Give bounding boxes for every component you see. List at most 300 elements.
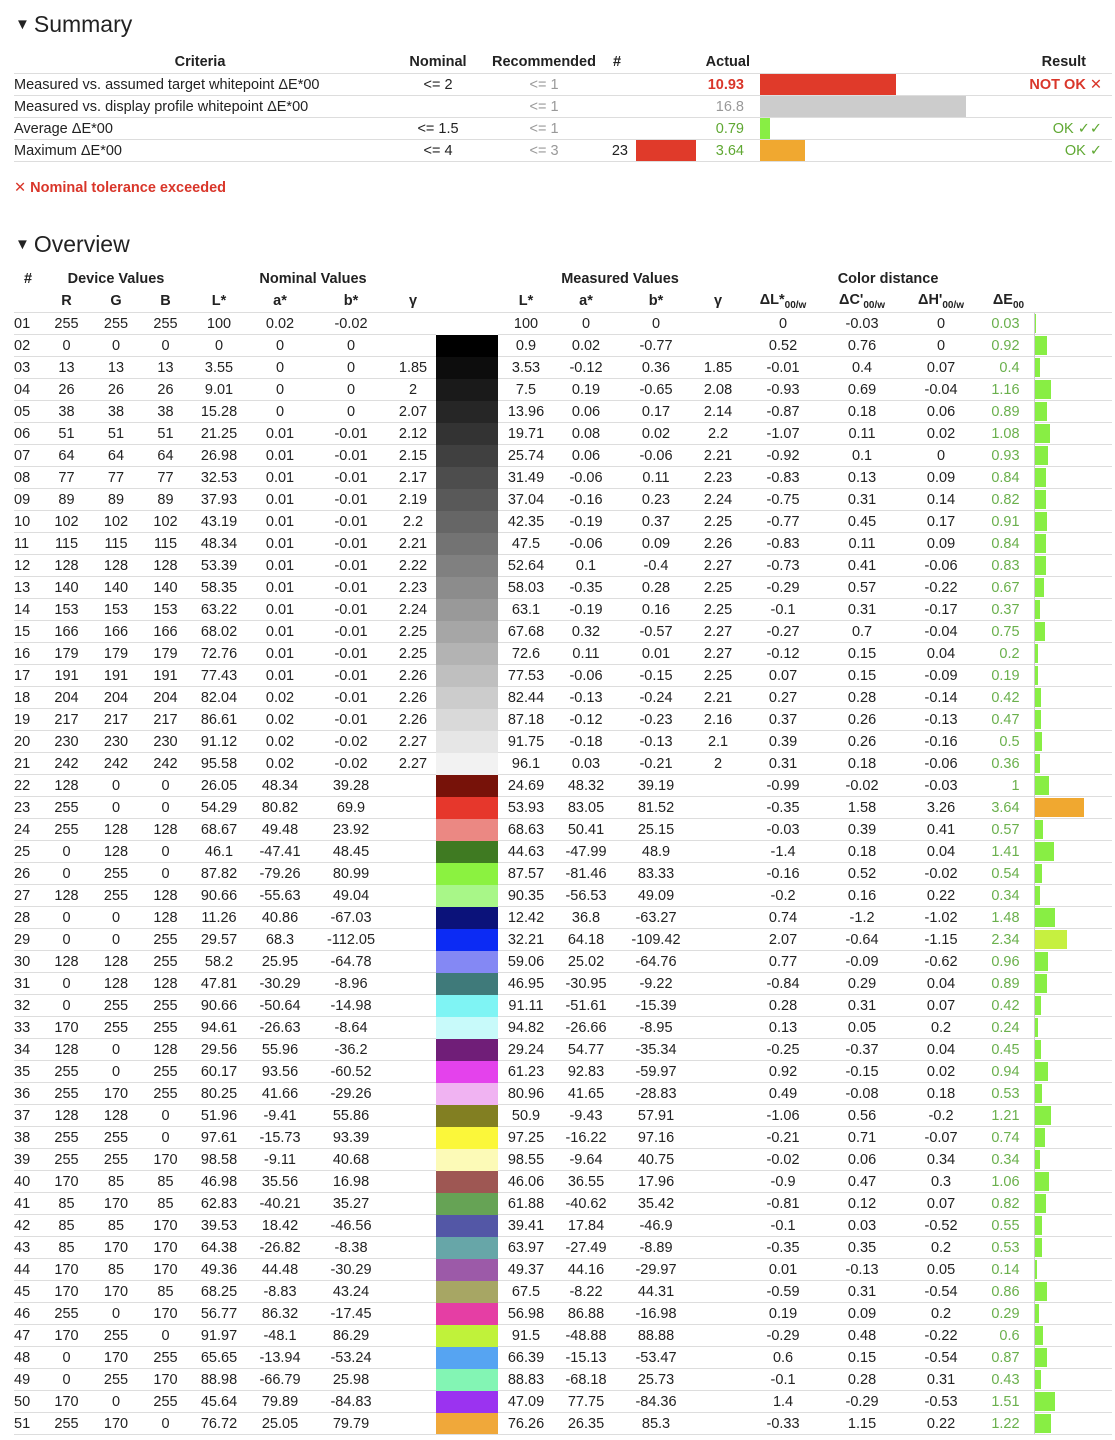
delta-e-bar (1035, 1062, 1048, 1081)
delta-e-bar (1035, 1216, 1042, 1235)
column-header-6: γ (408, 293, 418, 309)
nominal-a: 0 (248, 357, 312, 379)
delta-h: -0.62 (900, 951, 982, 973)
nominal-a: 0.01 (248, 511, 312, 533)
measured-a: -0.06 (554, 467, 618, 489)
delta-c: 0.05 (824, 1017, 900, 1039)
row-number: 44 (14, 1259, 42, 1281)
color-swatch (436, 995, 498, 1017)
measured-gamma: 2.27 (694, 555, 742, 577)
color-swatch (436, 687, 498, 709)
device-b: 128 (141, 907, 190, 929)
delta-l: -0.2 (742, 885, 824, 907)
color-swatch (436, 1369, 498, 1391)
table-row (14, 841, 1112, 863)
nominal-gamma (390, 313, 436, 335)
row-number: 36 (14, 1083, 42, 1105)
measured-a: -0.18 (554, 731, 618, 753)
measured-a: -48.88 (554, 1325, 618, 1347)
device-g: 0 (91, 1061, 141, 1083)
device-r: 0 (42, 973, 91, 995)
delta-e-bar-cell (1034, 1237, 1112, 1259)
delta-l: 0.92 (742, 1061, 824, 1083)
nominal-a: 68.3 (248, 929, 312, 951)
delta-e: 0.84 (982, 467, 1034, 489)
delta-e: 0.83 (982, 555, 1034, 577)
color-swatch (436, 973, 498, 995)
measured-b: 44.31 (618, 1281, 694, 1303)
nominal-b: -29.26 (312, 1083, 390, 1105)
device-r: 170 (42, 1325, 91, 1347)
table-row (14, 665, 1112, 687)
criteria-header: Criteria (174, 54, 226, 70)
measured-l: 3.53 (498, 357, 554, 379)
delta-l: 0.19 (742, 1303, 824, 1325)
nominal-a: 0.01 (248, 621, 312, 643)
measured-a: 0 (554, 313, 618, 335)
nominal-b: 79.79 (312, 1413, 390, 1435)
table-row (14, 1149, 1112, 1171)
delta-c: 0.06 (824, 1149, 900, 1171)
measured-b: 85.3 (618, 1413, 694, 1435)
nominal-gamma: 2.12 (390, 423, 436, 445)
summary-row (14, 118, 1112, 140)
delta-e-bar (1035, 512, 1047, 531)
row-number: 05 (14, 401, 42, 423)
delta-e-bar-cell (1034, 1193, 1112, 1215)
measured-gamma (694, 313, 742, 335)
delta-e: 0.86 (982, 1281, 1034, 1303)
delta-c: 0.12 (824, 1193, 900, 1215)
nominal-a: 79.89 (248, 1391, 312, 1413)
summary-result (970, 96, 1112, 118)
row-number: 02 (14, 335, 42, 357)
nominal-a: -9.41 (248, 1105, 312, 1127)
distance-column-sub: 00/w (863, 299, 886, 311)
nominal-a: 0.02 (248, 731, 312, 753)
color-swatch (436, 1215, 498, 1237)
measured-l: 50.9 (498, 1105, 554, 1127)
summary-actual-bar (760, 140, 805, 161)
measured-gamma (694, 1391, 742, 1413)
delta-h: 0.07 (900, 995, 982, 1017)
delta-l: -0.12 (742, 643, 824, 665)
device-r: 191 (42, 665, 91, 687)
delta-e: 0.6 (982, 1325, 1034, 1347)
summary-actual: 16.8 (636, 96, 760, 118)
row-number: 21 (14, 753, 42, 775)
nominal-b: -36.2 (312, 1039, 390, 1061)
table-row (14, 445, 1112, 467)
measured-l: 46.06 (498, 1171, 554, 1193)
nominal-a: -40.21 (248, 1193, 312, 1215)
measured-gamma: 2.1 (694, 731, 742, 753)
measured-l: 47.5 (498, 533, 554, 555)
nominal-gamma: 2.26 (390, 709, 436, 731)
delta-c: 0.11 (824, 423, 900, 445)
delta-e-bar-cell (1034, 357, 1112, 379)
nominal-b: 49.04 (312, 885, 390, 907)
measured-b: 0.28 (618, 577, 694, 599)
nominal-gamma (390, 819, 436, 841)
device-g: 255 (91, 1149, 141, 1171)
delta-e: 0.42 (982, 687, 1034, 709)
table-row (14, 929, 1112, 951)
nominal-l: 97.61 (190, 1127, 248, 1149)
measured-gamma (694, 907, 742, 929)
row-number: 16 (14, 643, 42, 665)
nominal-l: 60.17 (190, 1061, 248, 1083)
device-r: 128 (42, 885, 91, 907)
nominal-b: 16.98 (312, 1171, 390, 1193)
table-row (14, 1083, 1112, 1105)
delta-h: -0.06 (900, 555, 982, 577)
summary-nominal: <= 1.5 (386, 118, 490, 140)
measured-l: 94.82 (498, 1017, 554, 1039)
delta-e-bar (1035, 1018, 1038, 1037)
device-r: 0 (42, 335, 91, 357)
delta-e: 1.41 (982, 841, 1034, 863)
row-number: 35 (14, 1061, 42, 1083)
measured-a: 25.02 (554, 951, 618, 973)
measured-l: 63.97 (498, 1237, 554, 1259)
nominal-b: -8.96 (312, 973, 390, 995)
device-r: 0 (42, 907, 91, 929)
measured-gamma (694, 863, 742, 885)
device-g: 0 (91, 1039, 141, 1061)
delta-e-bar (1035, 666, 1038, 685)
measured-gamma (694, 1127, 742, 1149)
nominal-gamma: 2.19 (390, 489, 436, 511)
delta-e-bar-cell (1034, 819, 1112, 841)
delta-c: -0.03 (824, 313, 900, 335)
delta-e: 1.48 (982, 907, 1034, 929)
delta-h: 0.14 (900, 489, 982, 511)
nominal-b: -17.45 (312, 1303, 390, 1325)
delta-e: 0.53 (982, 1237, 1034, 1259)
delta-e-bar-cell (1034, 555, 1112, 577)
delta-e: 0.55 (982, 1215, 1034, 1237)
delta-e-bar-cell (1034, 775, 1112, 797)
nominal-l: 15.28 (190, 401, 248, 423)
measured-gamma (694, 1215, 742, 1237)
measured-b: -0.13 (618, 731, 694, 753)
nominal-gamma (390, 1369, 436, 1391)
summary-count (598, 96, 636, 118)
delta-c: 0.7 (824, 621, 900, 643)
color-swatch (436, 357, 498, 379)
device-g: 0 (91, 1391, 141, 1413)
nominal-gamma (390, 1039, 436, 1061)
nominal-a: -8.83 (248, 1281, 312, 1303)
table-row (14, 335, 1112, 357)
device-r: 242 (42, 753, 91, 775)
table-row (14, 357, 1112, 379)
delta-e: 1.22 (982, 1413, 1034, 1435)
measured-a: -0.06 (554, 533, 618, 555)
table-row (14, 797, 1112, 819)
row-number: 17 (14, 665, 42, 687)
nominal-gamma: 2.27 (390, 731, 436, 753)
delta-h: -0.06 (900, 753, 982, 775)
measured-b: 39.19 (618, 775, 694, 797)
color-swatch (436, 1193, 498, 1215)
measured-b: 0.02 (618, 423, 694, 445)
distance-column-header-1 (824, 290, 900, 313)
bar-col-header (1034, 290, 1112, 313)
delta-e: 0.84 (982, 533, 1034, 555)
table-row (14, 973, 1112, 995)
row-number: 33 (14, 1017, 42, 1039)
nominal-a: 86.32 (248, 1303, 312, 1325)
summary-actual-bar (760, 118, 770, 139)
row-number: 12 (14, 555, 42, 577)
nominal-gamma: 2.2 (390, 511, 436, 533)
nominal-b: 0 (312, 357, 390, 379)
measured-gamma: 2.25 (694, 511, 742, 533)
nominal-l: 98.58 (190, 1149, 248, 1171)
delta-h: 0.2 (900, 1017, 982, 1039)
nominal-gamma: 2.22 (390, 555, 436, 577)
delta-e-bar (1035, 402, 1047, 421)
delta-h: 0.04 (900, 1039, 982, 1061)
measured-a: -0.35 (554, 577, 618, 599)
nominal-gamma: 2.21 (390, 533, 436, 555)
measured-a: -0.12 (554, 709, 618, 731)
delta-h: 0.22 (900, 1413, 982, 1435)
overview-column-header (14, 290, 1112, 313)
device-b: 102 (141, 511, 190, 533)
measured-gamma: 2.27 (694, 643, 742, 665)
device-r: 13 (42, 357, 91, 379)
nominal-a: 0.01 (248, 423, 312, 445)
row-number: 30 (14, 951, 42, 973)
row-number: 34 (14, 1039, 42, 1061)
result-header: Result (1041, 54, 1086, 70)
nominal-a: -79.26 (248, 863, 312, 885)
measured-l: 53.93 (498, 797, 554, 819)
nominal-l: 51.96 (190, 1105, 248, 1127)
column-header-0: R (61, 293, 72, 309)
device-b: 77 (141, 467, 190, 489)
nominal-l: 29.56 (190, 1039, 248, 1061)
color-swatch (436, 1391, 498, 1413)
nominal-gamma (390, 885, 436, 907)
delta-e: 1.08 (982, 423, 1034, 445)
measured-a: -68.18 (554, 1369, 618, 1391)
delta-l: -0.1 (742, 599, 824, 621)
delta-l: -0.33 (742, 1413, 824, 1435)
measured-gamma (694, 1303, 742, 1325)
measured-gamma: 2 (694, 753, 742, 775)
nominal-b: -64.78 (312, 951, 390, 973)
delta-e: 0.87 (982, 1347, 1034, 1369)
nominal-b: -0.01 (312, 511, 390, 533)
measured-b: 17.96 (618, 1171, 694, 1193)
delta-l: 0.27 (742, 687, 824, 709)
row-number: 22 (14, 775, 42, 797)
delta-h: 0.04 (900, 643, 982, 665)
device-r: 102 (42, 511, 91, 533)
color-swatch (436, 665, 498, 687)
measured-a: -81.46 (554, 863, 618, 885)
delta-h: 0.02 (900, 423, 982, 445)
table-row (14, 577, 1112, 599)
delta-e-bar (1035, 358, 1040, 377)
measured-gamma (694, 1193, 742, 1215)
nominal-a: -30.29 (248, 973, 312, 995)
device-g: 102 (91, 511, 141, 533)
nominal-l: 90.66 (190, 885, 248, 907)
device-b: 0 (141, 1127, 190, 1149)
measured-l: 42.35 (498, 511, 554, 533)
measured-gamma: 2.23 (694, 467, 742, 489)
delta-c: 0.09 (824, 1303, 900, 1325)
measured-l: 44.63 (498, 841, 554, 863)
device-b: 255 (141, 995, 190, 1017)
collapse-triangle-icon[interactable]: ▼ (15, 236, 30, 253)
table-row (14, 467, 1112, 489)
nominal-b: 35.27 (312, 1193, 390, 1215)
delta-e-bar (1035, 600, 1040, 619)
nominal-l: 56.77 (190, 1303, 248, 1325)
delta-e-bar (1035, 622, 1045, 641)
delta-e-bar (1035, 1128, 1045, 1147)
table-row (14, 621, 1112, 643)
delta-l: -1.06 (742, 1105, 824, 1127)
delta-e-bar (1035, 1348, 1047, 1367)
delta-h: -0.53 (900, 1391, 982, 1413)
row-number: 11 (14, 533, 42, 555)
color-swatch (436, 1105, 498, 1127)
delta-c: 0.1 (824, 445, 900, 467)
nominal-l: 94.61 (190, 1017, 248, 1039)
measured-b: 0.09 (618, 533, 694, 555)
delta-e-bar-cell (1034, 951, 1112, 973)
device-r: 217 (42, 709, 91, 731)
device-g: 77 (91, 467, 141, 489)
measured-b: -8.89 (618, 1237, 694, 1259)
measured-a: 0.06 (554, 445, 618, 467)
collapse-triangle-icon[interactable]: ▼ (15, 16, 30, 33)
nominal-b: -46.56 (312, 1215, 390, 1237)
delta-c: -0.02 (824, 775, 900, 797)
row-number: 29 (14, 929, 42, 951)
delta-e-bar-cell (1034, 797, 1112, 819)
delta-e-bar-cell (1034, 1105, 1112, 1127)
delta-l: -0.83 (742, 467, 824, 489)
color-swatch (436, 797, 498, 819)
table-row (14, 511, 1112, 533)
nominal-b: -60.52 (312, 1061, 390, 1083)
delta-l: 0.74 (742, 907, 824, 929)
device-r: 255 (42, 1127, 91, 1149)
device-b: 128 (141, 555, 190, 577)
color-swatch (436, 423, 498, 445)
delta-c: 0.28 (824, 1369, 900, 1391)
table-row (14, 951, 1112, 973)
summary-heading[interactable]: ▼ Summary (15, 11, 133, 37)
device-b: 140 (141, 577, 190, 599)
delta-c: 0.03 (824, 1215, 900, 1237)
nominal-b: 23.92 (312, 819, 390, 841)
delta-l: -0.99 (742, 775, 824, 797)
swatch-header (436, 268, 498, 290)
device-r: 255 (42, 313, 91, 335)
nominal-values-header: Nominal Values (259, 271, 367, 287)
device-g: 85 (91, 1259, 141, 1281)
nominal-a: -9.11 (248, 1149, 312, 1171)
distance-column-header-3 (982, 290, 1034, 313)
delta-c: 0.26 (824, 731, 900, 753)
measured-b: 0.37 (618, 511, 694, 533)
device-b: 170 (141, 1149, 190, 1171)
delta-c: -0.37 (824, 1039, 900, 1061)
measured-b: 40.75 (618, 1149, 694, 1171)
delta-c: 0.39 (824, 819, 900, 841)
measured-a: -51.61 (554, 995, 618, 1017)
nominal-b: -0.01 (312, 621, 390, 643)
row-number: 18 (14, 687, 42, 709)
nominal-b: -0.01 (312, 555, 390, 577)
device-g: 153 (91, 599, 141, 621)
measured-b: -35.34 (618, 1039, 694, 1061)
color-swatch (436, 335, 498, 357)
column-header-2: B (160, 293, 171, 309)
device-b: 255 (141, 1391, 190, 1413)
nominal-l: 29.57 (190, 929, 248, 951)
nominal-a: 0 (248, 335, 312, 357)
row-number: 28 (14, 907, 42, 929)
delta-e-bar (1035, 688, 1041, 707)
device-b: 0 (141, 841, 190, 863)
measured-b: 0.16 (618, 599, 694, 621)
bar-header (1034, 268, 1112, 290)
color-swatch (436, 577, 498, 599)
measured-a: 0.11 (554, 643, 618, 665)
device-b: 128 (141, 1039, 190, 1061)
measured-gamma (694, 1347, 742, 1369)
device-b: 255 (141, 929, 190, 951)
color-swatch (436, 313, 498, 335)
delta-e: 0.93 (982, 445, 1034, 467)
device-b: 0 (141, 1105, 190, 1127)
delta-l: 1.4 (742, 1391, 824, 1413)
nominal-l: 95.58 (190, 753, 248, 775)
delta-e-bar (1035, 1040, 1041, 1059)
measured-values-header: Measured Values (561, 271, 679, 287)
nominal-gamma: 2.27 (390, 753, 436, 775)
delta-l: -0.21 (742, 1127, 824, 1149)
delta-e-bar (1035, 1370, 1041, 1389)
overview-heading[interactable]: ▼ Overview (15, 231, 130, 257)
delta-e: 0.91 (982, 511, 1034, 533)
measured-a: 54.77 (554, 1039, 618, 1061)
nominal-a: -47.41 (248, 841, 312, 863)
delta-e-bar (1035, 710, 1041, 729)
measured-a: -0.13 (554, 687, 618, 709)
device-b: 85 (141, 1281, 190, 1303)
delta-h: -0.07 (900, 1127, 982, 1149)
delta-e-bar-cell (1034, 489, 1112, 511)
measured-b: -0.15 (618, 665, 694, 687)
delta-e: 0.53 (982, 1083, 1034, 1105)
row-number: 39 (14, 1149, 42, 1171)
measured-b: -46.9 (618, 1215, 694, 1237)
summary-count (598, 118, 636, 140)
table-row (14, 1237, 1112, 1259)
column-header-1: G (110, 293, 122, 309)
